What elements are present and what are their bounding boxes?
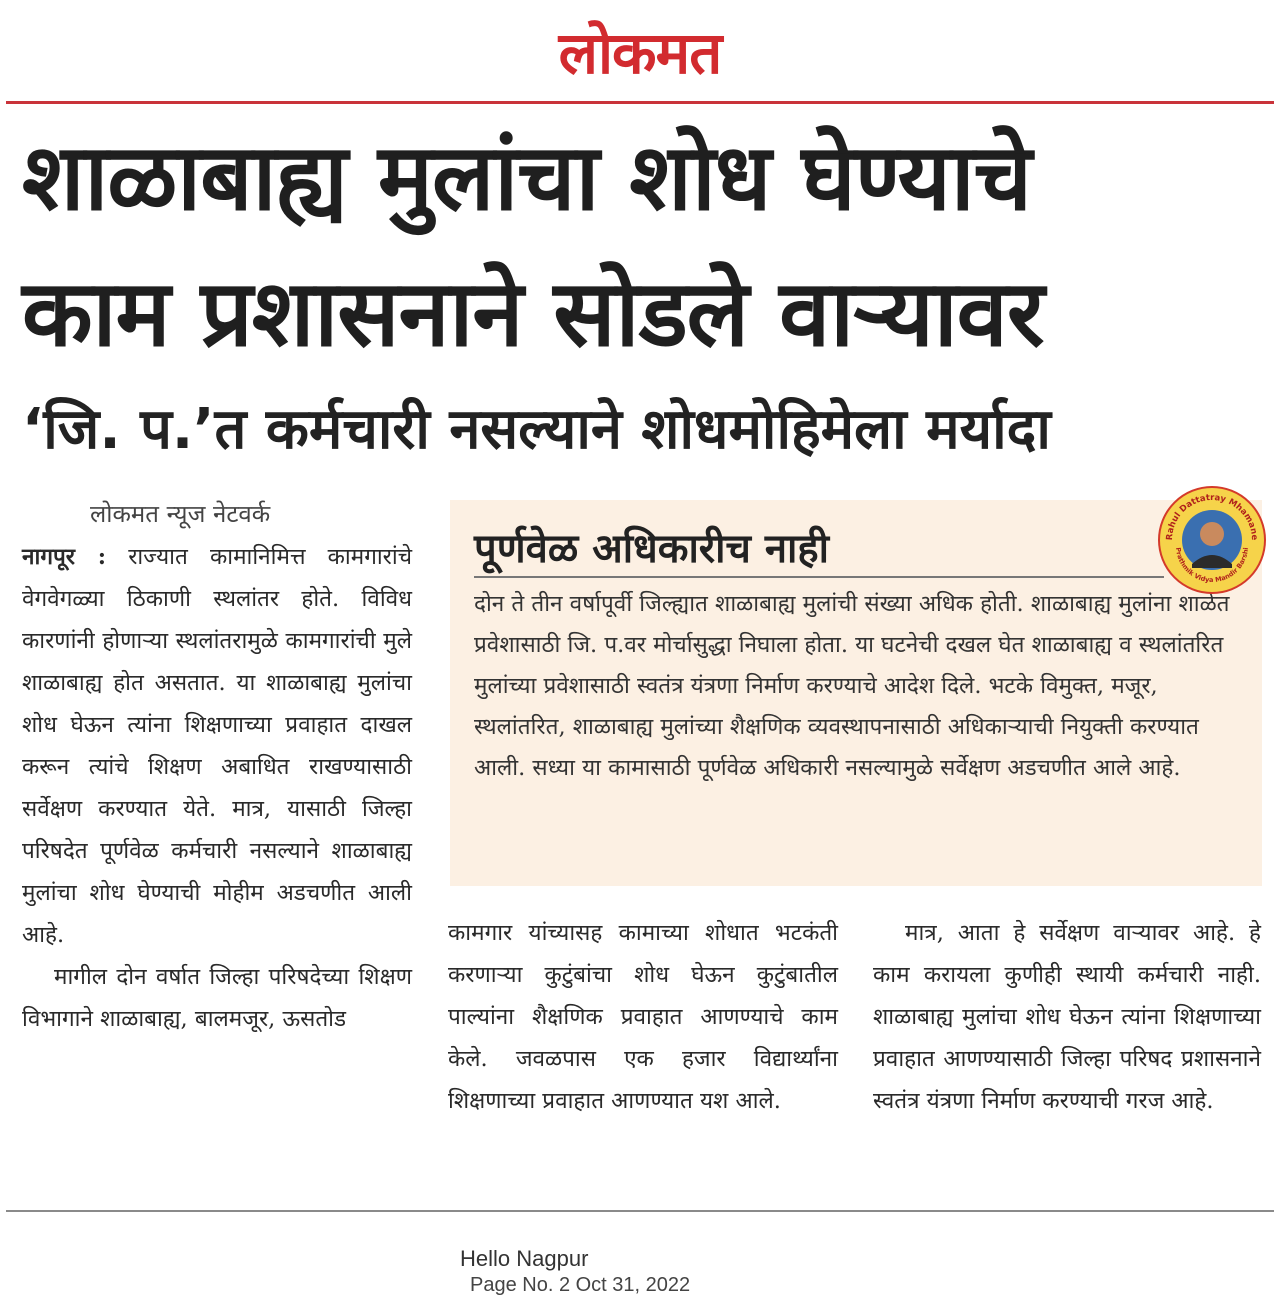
headline-line-1: शाळाबाह्य मुलांचा शोध घेण्याचे	[22, 124, 1032, 231]
sidebar-box-title: पूर्णवेळ अधिकारीच नाही	[474, 526, 830, 572]
headline-line-2: काम प्रशासनाने सोडले वाऱ्यावर	[22, 260, 1044, 367]
dateline: नागपूर :	[22, 544, 107, 570]
masthead-logo	[0, 18, 1280, 88]
column-1-text-1: राज्यात कामानिमित्त कामगारांचे वेगवेगळ्या ठिकाणी स्थलांतर होते. विविध कारणांनी होणाऱ्या स्थलांतरामुळे कामगारांची मुले शाळाबाह्य होत असतात. या शाळाबाह्य मुलांचा शोध घेऊन त्यांना शिक्षणाच्या प्रवाहात दाखल करून त्यांचे शिक्षण अबाधित राखण्यासाठी सर्वेक्षण करण्यात येते. मात्र, यासाठी जिल्हा परिषदेत पूर्णवेळ कर्मचारी नसल्याने शाळाबाह्य मुलांचा शोध घेण्याची मोहीम अडचणीत आली आहे.	[22, 544, 413, 948]
badge-school-text: Prathmik Vidya Mandir Barshi	[1173, 546, 1250, 585]
column-2-paragraph-1: कामगार यांच्यासह कामाच्या शोधात भटकंती करणाऱ्या कुटुंबांचा शोध घेऊन कुटुंबातील पाल्यांना शैक्षणिक प्रवाहात आणण्याचे काम केले. जवळपास एक हजार विद्यार्थ्यांना शिक्षणाच्या प्रवाहात आणण्यात यश आले.	[448, 920, 838, 1114]
author-badge	[1158, 486, 1266, 594]
footer-date: Page No. 2 Oct 31, 2022	[470, 1274, 691, 1296]
masthead-title: लोकमत	[558, 19, 722, 87]
badge-name-text: Rahul Dattatray Mhamane	[1164, 492, 1260, 541]
headline	[22, 110, 1262, 382]
bottom-divider	[6, 1210, 1274, 1212]
top-divider	[6, 101, 1274, 104]
byline: लोकमत न्यूज नेटवर्क	[90, 500, 271, 528]
sidebar-box-text: दोन ते तीन वर्षापूर्वी जिल्ह्यात शाळाबाह्य मुलांची संख्या अधिक होती. शाळाबाह्य मुलांना शाळेत प्रवेशासाठी जि. प.वर मोर्चासुद्धा निघाला होता. या घटनेची दखल घेत शाळाबाह्य व स्थलांतरित मुलांच्या प्रवेशासाठी स्वतंत्र यंत्रणा निर्माण करण्याचे आदेश दिले. भटके विमुक्त, मजूर, स्थलांतरित, शाळाबाह्य मुलांच्या शैक्षणिक व्यवस्थापनासाठी अधिकाऱ्याची नियुक्ती करण्यात आली. सध्या या कामासाठी पूर्णवेळ अधिकारी नसल्यामुळे सर्वेक्षण अडचणीत आले आहे.	[474, 591, 1230, 781]
sidebar-box-divider	[474, 576, 1164, 578]
article-column-3	[873, 912, 1261, 1122]
footer-source: Hello Nagpur	[460, 1246, 589, 1271]
subheadline: ‘जि. प.’त कर्मचारी नसल्याने शोधमोहिमेला मर्यादा	[22, 397, 1051, 462]
column-3-paragraph-1: मात्र, आता हे सर्वेक्षण वाऱ्यावर आहे. हे काम करायला कुणीही स्थायी कर्मचारी नाही. शाळाबाह्य मुलांचा शोध घेऊन त्यांना शिक्षणाच्या प्रवाहात आणण्यासाठी जिल्हा परिषद प्रशासनाने स्वतंत्र यंत्रणा निर्माण करण्याची गरज आहे.	[873, 920, 1261, 1114]
avatar-face	[1200, 522, 1224, 546]
article-column-1	[22, 536, 412, 1040]
column-1-paragraph-2: मागील दोन वर्षात जिल्हा परिषदेच्या शिक्षण विभागाने शाळाबाह्य, बालमजूर, ऊसतोड	[22, 964, 412, 1032]
sidebar-box	[450, 500, 1262, 886]
article-column-2	[448, 912, 838, 1122]
author-badge-art	[1160, 488, 1264, 592]
column-1-paragraph-1	[22, 536, 412, 956]
